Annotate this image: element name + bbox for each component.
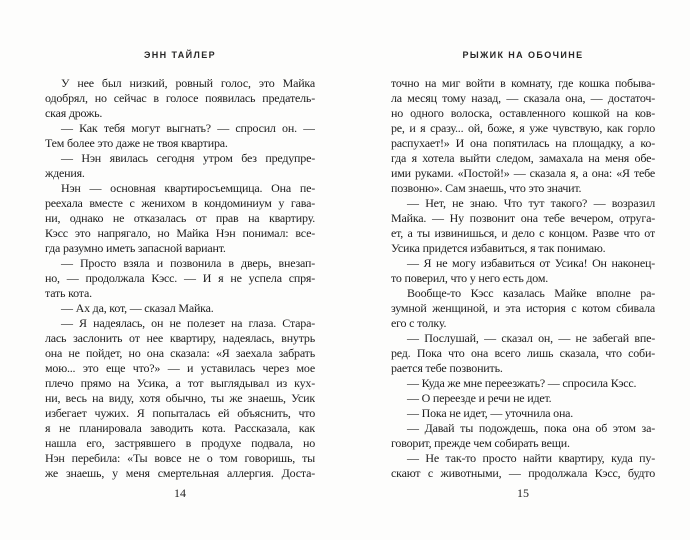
- text-line: — Я не могу избавиться от Усика! Он наконец-: [407, 256, 655, 270]
- text-line: лась заслонить от нее квартиру, надеялась, внутрь: [45, 331, 315, 345]
- text-line: — Куда же мне переезжать? — спросила Кэсс.: [407, 376, 637, 390]
- text-line: — Нэн явилась сегодня утром без предупре-: [61, 151, 315, 165]
- text-line: Тем более это даже не твоя квартира.: [45, 136, 228, 150]
- text-line: У нее был низкий, ровный голос, это Майка: [61, 76, 315, 90]
- text-line: ред. Пока что она всего лишь сказала, что соби-: [391, 346, 655, 360]
- text-line: же знаешь, у меня смертельная аллергия. Доста-: [45, 466, 315, 480]
- text-line: скают с животными, — продолжала Кэсс, будто: [391, 466, 655, 480]
- text-line: я не планировала заводить кота. Рассказала, как: [45, 421, 315, 435]
- text-line: точно на миг войти в комнату, где кошка побыва-: [391, 76, 655, 90]
- left-text-block: [45, 76, 315, 481]
- right-page: [391, 0, 655, 540]
- text-line: Вообще-то Кэсс казалась Майке вполне ра-: [407, 286, 655, 300]
- text-line: нашла его, застрявшего в продухе подвала, но: [45, 436, 315, 450]
- text-line: — Пока не идет, — уточнила она.: [407, 406, 574, 420]
- text-line: — Как тебя могут выгнать? — спросил он. —: [61, 121, 315, 135]
- text-line: избегает чужих. Я попыталась ей объяснить, что: [45, 406, 315, 420]
- text-line: Нэн перебила: «Ты вовсе не о том говоришь, ты: [45, 451, 315, 465]
- text-line: ни, однако не отказалась от прав на квартиру.: [45, 211, 315, 225]
- left-page-number: 14: [174, 486, 186, 500]
- right-running-header: РЫЖИК НА ОБОЧИНЕ: [462, 50, 584, 60]
- text-line: реехала вместе с женихом в кондоминиум у гава-: [45, 196, 315, 210]
- left-running-header: ЭНН ТАЙЛЕР: [143, 50, 217, 60]
- text-line: — Нет, не знаю. Что тут такого? — возразил: [407, 196, 655, 210]
- text-line: позвоню». Сам знаешь, что это значит.: [391, 181, 582, 195]
- text-line: говорит, прежде чем собирать вещи.: [391, 436, 570, 450]
- text-line: — Я надеялась, он не полезет на глаза. Стара-: [61, 316, 315, 330]
- text-line: ла месяц тому назад, — сказала она, — достаточ-: [391, 91, 655, 105]
- text-line: одобрял, но сейчас в голосе появилась предатель-: [45, 91, 315, 105]
- text-line: ждения.: [45, 166, 85, 180]
- text-line: но одного волоска, оставленного кошкой на ков-: [391, 106, 655, 120]
- text-line: — Просто взяла и позвонила в дверь, внезап-: [61, 256, 315, 270]
- text-line: гда я хотела выйти следом, замахала на меня обе-: [391, 151, 655, 165]
- text-line: Кэсс это напрягало, но Майка Нэн понимал: все-: [45, 226, 315, 240]
- text-line: Майка. — Ну позвонит она тебе вечером, отруга-: [391, 211, 655, 225]
- right-text-block: [391, 76, 655, 481]
- text-line: — Послушай, — сказал он, — не забегай впе-: [407, 331, 655, 345]
- text-line: — Не так-то просто найти квартиру, куда пу-: [407, 451, 655, 465]
- text-line: — О переезде и речи не идет.: [407, 391, 552, 405]
- text-line: зумной женщиной, и эта история с котом сбивала: [391, 301, 655, 315]
- text-line: Нэн — основная квартиросъемщица. Она пе-: [61, 181, 315, 195]
- text-line: она не пойдет, но она сказала: «Я заехала забрать: [45, 346, 315, 360]
- text-line: ими руками. «Постой!» — сказала я, а она: «Я тебе: [391, 166, 655, 180]
- text-line: тать кота.: [45, 286, 92, 300]
- text-line: ре, и я сразу... ой, боже, я уже чувствую, как горло: [391, 121, 655, 135]
- text-line: плечо прямо на Усика, а тот выглядывал из кух-: [45, 376, 315, 390]
- text-line: распухает!» И она попятилась на площадку, а ко-: [391, 136, 655, 150]
- text-line: но, — продолжала Кэсс. — И я не успела спря-: [45, 271, 315, 285]
- left-page: [45, 0, 315, 540]
- right-page-number: 15: [517, 486, 529, 500]
- text-line: мою... это еще что?» — и уставилась через мое: [45, 361, 315, 375]
- text-line: — Давай ты подождешь, пока она об этом за-: [407, 421, 655, 435]
- text-line: ни, весь на виду, хотя обычно, ты же знаешь, Усик: [45, 391, 315, 405]
- text-line: рается тебе позвонить.: [391, 361, 503, 375]
- text-line: гда разумно иметь запасной вариант.: [45, 241, 226, 255]
- text-line: Усика придется избавиться, я так понимаю.: [391, 241, 606, 255]
- text-line: ет, а ты извинишься, и дело с концом. Разве что от: [391, 226, 655, 240]
- text-line: ская дрожь.: [45, 106, 103, 120]
- text-line: то поверил, что у него есть дом.: [391, 271, 549, 285]
- text-line: — Ах да, кот, — сказал Майка.: [61, 301, 214, 315]
- text-line: его с толку.: [391, 316, 447, 330]
